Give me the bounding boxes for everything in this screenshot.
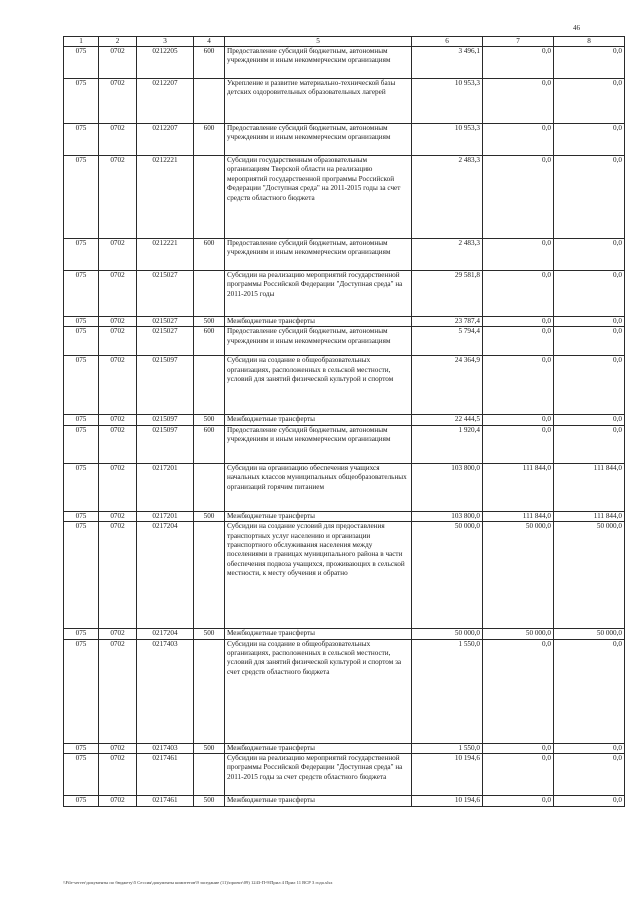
amount-year-2-cell: 0,0	[483, 796, 554, 807]
amount-year-1-cell: 3 496,1	[412, 47, 483, 79]
amount-year-2-cell: 50 000,0	[483, 629, 554, 639]
item-name-cell: Субсидии на создание в общеобразовательных организациях, расположенных в сельской местности, условий для занятий физической культурой и спортом за счет средств областного бюджета	[225, 639, 412, 743]
agency-code-cell: 075	[64, 796, 99, 807]
amount-year-3-cell: 0,0	[554, 425, 625, 463]
item-name-cell: Субсидии государственным образовательным организациям Тверской области на реализацию мероприятий государственной программы Российской Федерации "Доступная среда" на 2011-2015 годы за счет средств областного бюджета	[225, 156, 412, 239]
amount-year-3-cell: 0,0	[554, 796, 625, 807]
target-article-code-cell: 0215027	[137, 327, 194, 356]
table-row	[64, 156, 625, 239]
amount-year-1-cell: 2 483,3	[412, 156, 483, 239]
amount-year-1-cell: 22 444,5	[412, 415, 483, 425]
amount-year-3-cell: 0,0	[554, 356, 625, 415]
amount-year-1-cell: 2 483,3	[412, 239, 483, 271]
item-name-cell: Предоставление субсидий бюджетным, автономным учреждениям и иным некоммерческим организациям	[225, 239, 412, 271]
expense-type-code-cell	[194, 522, 225, 629]
amount-year-3-cell: 0,0	[554, 79, 625, 124]
table-row	[64, 639, 625, 743]
section-code-cell: 0702	[99, 522, 137, 629]
amount-year-3-cell: 0,0	[554, 239, 625, 271]
target-article-code-cell: 0212221	[137, 156, 194, 239]
amount-year-3-cell: 50 000,0	[554, 629, 625, 639]
expense-type-code-cell: 500	[194, 511, 225, 521]
item-name-cell: Межбюджетные трансферты	[225, 415, 412, 425]
agency-code-cell: 075	[64, 124, 99, 156]
amount-year-1-cell: 24 364,9	[412, 356, 483, 415]
amount-year-3-cell: 0,0	[554, 317, 625, 327]
target-article-code-cell: 0215097	[137, 356, 194, 415]
agency-code-cell: 075	[64, 629, 99, 639]
amount-year-3-cell: 0,0	[554, 47, 625, 79]
amount-year-3-cell: 111 844,0	[554, 463, 625, 511]
target-article-code-cell: 0212205	[137, 47, 194, 79]
expense-type-code-cell: 600	[194, 47, 225, 79]
item-name-cell: Субсидии на организацию обеспечения учащихся начальных классов муниципальных общеобразовательных организаций горячим питанием	[225, 463, 412, 511]
table-row	[64, 317, 625, 327]
agency-code-cell: 075	[64, 425, 99, 463]
amount-year-3-cell: 111 844,0	[554, 511, 625, 521]
agency-code-cell: 075	[64, 47, 99, 79]
expense-type-code-cell: 500	[194, 796, 225, 807]
expense-type-code-cell	[194, 639, 225, 743]
table-row	[64, 327, 625, 356]
table-row	[64, 239, 625, 271]
target-article-code-cell: 0215027	[137, 271, 194, 317]
expense-type-code-cell: 500	[194, 743, 225, 753]
amount-year-1-cell: 10 194,6	[412, 754, 483, 796]
amount-year-3-cell: 50 000,0	[554, 522, 625, 629]
amount-year-2-cell: 0,0	[483, 754, 554, 796]
agency-code-cell: 075	[64, 327, 99, 356]
section-code-cell: 0702	[99, 271, 137, 317]
agency-code-cell: 075	[64, 639, 99, 743]
target-article-code-cell: 0217204	[137, 629, 194, 639]
table-row	[64, 511, 625, 521]
amount-year-1-cell: 50 000,0	[412, 522, 483, 629]
section-code-cell: 0702	[99, 629, 137, 639]
amount-year-2-cell: 111 844,0	[483, 511, 554, 521]
item-name-cell: Межбюджетные трансферты	[225, 743, 412, 753]
amount-year-1-cell: 50 000,0	[412, 629, 483, 639]
amount-year-2-cell: 0,0	[483, 156, 554, 239]
target-article-code-cell: 0212207	[137, 79, 194, 124]
amount-year-1-cell: 10 953,3	[412, 79, 483, 124]
section-code-cell: 0702	[99, 511, 137, 521]
amount-year-1-cell: 10 194,6	[412, 796, 483, 807]
expense-type-code-cell	[194, 356, 225, 415]
target-article-code-cell: 0217461	[137, 796, 194, 807]
table-row	[64, 415, 625, 425]
table-row	[64, 79, 625, 124]
agency-code-cell: 075	[64, 522, 99, 629]
amount-year-1-cell: 1 920,4	[412, 425, 483, 463]
amount-year-2-cell: 0,0	[483, 425, 554, 463]
amount-year-1-cell: 103 800,0	[412, 511, 483, 521]
target-article-code-cell: 0212221	[137, 239, 194, 271]
target-article-code-cell: 0217461	[137, 754, 194, 796]
item-name-cell: Межбюджетные трансферты	[225, 511, 412, 521]
item-name-cell: Предоставление субсидий бюджетным, автономным учреждениям и иным некоммерческим организациям	[225, 124, 412, 156]
page-number: 46	[573, 24, 580, 32]
amount-year-3-cell: 0,0	[554, 156, 625, 239]
target-article-code-cell: 0217201	[137, 511, 194, 521]
section-code-cell: 0702	[99, 156, 137, 239]
amount-year-3-cell: 0,0	[554, 639, 625, 743]
table-row	[64, 743, 625, 753]
section-code-cell: 0702	[99, 425, 137, 463]
agency-code-cell: 075	[64, 79, 99, 124]
table-row	[64, 796, 625, 807]
section-code-cell: 0702	[99, 754, 137, 796]
section-code-cell: 0702	[99, 415, 137, 425]
amount-year-2-cell: 0,0	[483, 239, 554, 271]
agency-code-cell: 075	[64, 754, 99, 796]
header-cell: 8	[554, 37, 625, 47]
table-row	[64, 425, 625, 463]
amount-year-1-cell: 23 787,4	[412, 317, 483, 327]
header-cell: 5	[225, 37, 412, 47]
budget-table	[63, 36, 625, 807]
amount-year-2-cell: 0,0	[483, 356, 554, 415]
amount-year-2-cell: 0,0	[483, 317, 554, 327]
expense-type-code-cell	[194, 79, 225, 124]
expense-type-code-cell	[194, 271, 225, 317]
agency-code-cell: 075	[64, 463, 99, 511]
item-name-cell: Субсидии на реализацию мероприятий государственной программы Российской Федерации "Доступная среда" на 2011-2015 годы	[225, 271, 412, 317]
amount-year-3-cell: 0,0	[554, 271, 625, 317]
item-name-cell: Межбюджетные трансферты	[225, 629, 412, 639]
section-code-cell: 0702	[99, 743, 137, 753]
section-code-cell: 0702	[99, 79, 137, 124]
agency-code-cell: 075	[64, 271, 99, 317]
amount-year-3-cell: 0,0	[554, 415, 625, 425]
target-article-code-cell: 0212207	[137, 124, 194, 156]
section-code-cell: 0702	[99, 639, 137, 743]
table-row	[64, 629, 625, 639]
target-article-code-cell: 0215097	[137, 425, 194, 463]
section-code-cell: 0702	[99, 124, 137, 156]
header-cell: 2	[99, 37, 137, 47]
amount-year-2-cell: 0,0	[483, 327, 554, 356]
target-article-code-cell: 0217403	[137, 639, 194, 743]
expense-type-code-cell: 500	[194, 415, 225, 425]
agency-code-cell: 075	[64, 156, 99, 239]
header-cell: 6	[412, 37, 483, 47]
expense-type-code-cell: 500	[194, 317, 225, 327]
section-code-cell: 0702	[99, 47, 137, 79]
agency-code-cell: 075	[64, 511, 99, 521]
header-cell: 7	[483, 37, 554, 47]
table-row	[64, 47, 625, 79]
table-row	[64, 522, 625, 629]
section-code-cell: 0702	[99, 327, 137, 356]
table-row	[64, 271, 625, 317]
amount-year-1-cell: 103 800,0	[412, 463, 483, 511]
amount-year-1-cell: 10 953,3	[412, 124, 483, 156]
section-code-cell: 0702	[99, 356, 137, 415]
amount-year-2-cell: 111 844,0	[483, 463, 554, 511]
expense-type-code-cell: 600	[194, 124, 225, 156]
amount-year-1-cell: 1 550,0	[412, 743, 483, 753]
agency-code-cell: 075	[64, 415, 99, 425]
section-code-cell: 0702	[99, 463, 137, 511]
expense-type-code-cell: 500	[194, 629, 225, 639]
file-path-footer: \\File-server\документы по бюджету\5 Сессия\документы комитетов\9 заседание (11)\проект\09) 1243-П-9\Прил 4 Прил 11 ВСР 3 года.xlsx	[63, 880, 333, 885]
expense-type-code-cell	[194, 156, 225, 239]
amount-year-2-cell: 0,0	[483, 79, 554, 124]
item-name-cell: Предоставление субсидий бюджетным, автономным учреждениям и иным некоммерческим организациям	[225, 327, 412, 356]
amount-year-1-cell: 29 581,8	[412, 271, 483, 317]
expense-type-code-cell: 600	[194, 327, 225, 356]
header-cell: 3	[137, 37, 194, 47]
agency-code-cell: 075	[64, 743, 99, 753]
agency-code-cell: 075	[64, 239, 99, 271]
amount-year-2-cell: 0,0	[483, 124, 554, 156]
table-row	[64, 754, 625, 796]
item-name-cell: Укрепление и развитие материально-технической базы детских оздоровительных образовательных лагерей	[225, 79, 412, 124]
table-row	[64, 124, 625, 156]
amount-year-2-cell: 50 000,0	[483, 522, 554, 629]
item-name-cell: Межбюджетные трансферты	[225, 317, 412, 327]
item-name-cell: Субсидии на создание в общеобразовательных организациях, расположенных в сельской местности, условий для занятий физической культурой и спортом	[225, 356, 412, 415]
table-row	[64, 463, 625, 511]
item-name-cell: Межбюджетные трансферты	[225, 796, 412, 807]
target-article-code-cell: 0217201	[137, 463, 194, 511]
table-row	[64, 356, 625, 415]
amount-year-2-cell: 0,0	[483, 271, 554, 317]
agency-code-cell: 075	[64, 356, 99, 415]
section-code-cell: 0702	[99, 796, 137, 807]
amount-year-3-cell: 0,0	[554, 754, 625, 796]
section-code-cell: 0702	[99, 239, 137, 271]
amount-year-1-cell: 5 794,4	[412, 327, 483, 356]
target-article-code-cell: 0215027	[137, 317, 194, 327]
expense-type-code-cell	[194, 754, 225, 796]
header-cell: 4	[194, 37, 225, 47]
amount-year-2-cell: 0,0	[483, 415, 554, 425]
expense-type-code-cell: 600	[194, 425, 225, 463]
item-name-cell: Субсидии на создание условий для предоставления транспортных услуг населению и организации транспортного обслуживания населения между поселениями в границах муниципального района в части обеспечения подвоза учащихся, проживающих в сельской местности, к месту обучения и обратно	[225, 522, 412, 629]
expense-type-code-cell: 600	[194, 239, 225, 271]
item-name-cell: Субсидии на реализацию мероприятий государственной программы Российской Федерации "Доступная среда" на 2011-2015 годы за счет средств областного бюджета	[225, 754, 412, 796]
expense-type-code-cell	[194, 463, 225, 511]
item-name-cell: Предоставление субсидий бюджетным, автономным учреждениям и иным некоммерческим организациям	[225, 425, 412, 463]
header-cell: 1	[64, 37, 99, 47]
agency-code-cell: 075	[64, 317, 99, 327]
amount-year-3-cell: 0,0	[554, 124, 625, 156]
table-header-row	[64, 37, 625, 47]
amount-year-3-cell: 0,0	[554, 327, 625, 356]
amount-year-2-cell: 0,0	[483, 639, 554, 743]
amount-year-1-cell: 1 550,0	[412, 639, 483, 743]
amount-year-2-cell: 0,0	[483, 743, 554, 753]
amount-year-2-cell: 0,0	[483, 47, 554, 79]
item-name-cell: Предоставление субсидий бюджетным, автономным учреждениям и иным некоммерческим организациям	[225, 47, 412, 79]
target-article-code-cell: 0217403	[137, 743, 194, 753]
section-code-cell: 0702	[99, 317, 137, 327]
amount-year-3-cell: 0,0	[554, 743, 625, 753]
target-article-code-cell: 0215097	[137, 415, 194, 425]
target-article-code-cell: 0217204	[137, 522, 194, 629]
